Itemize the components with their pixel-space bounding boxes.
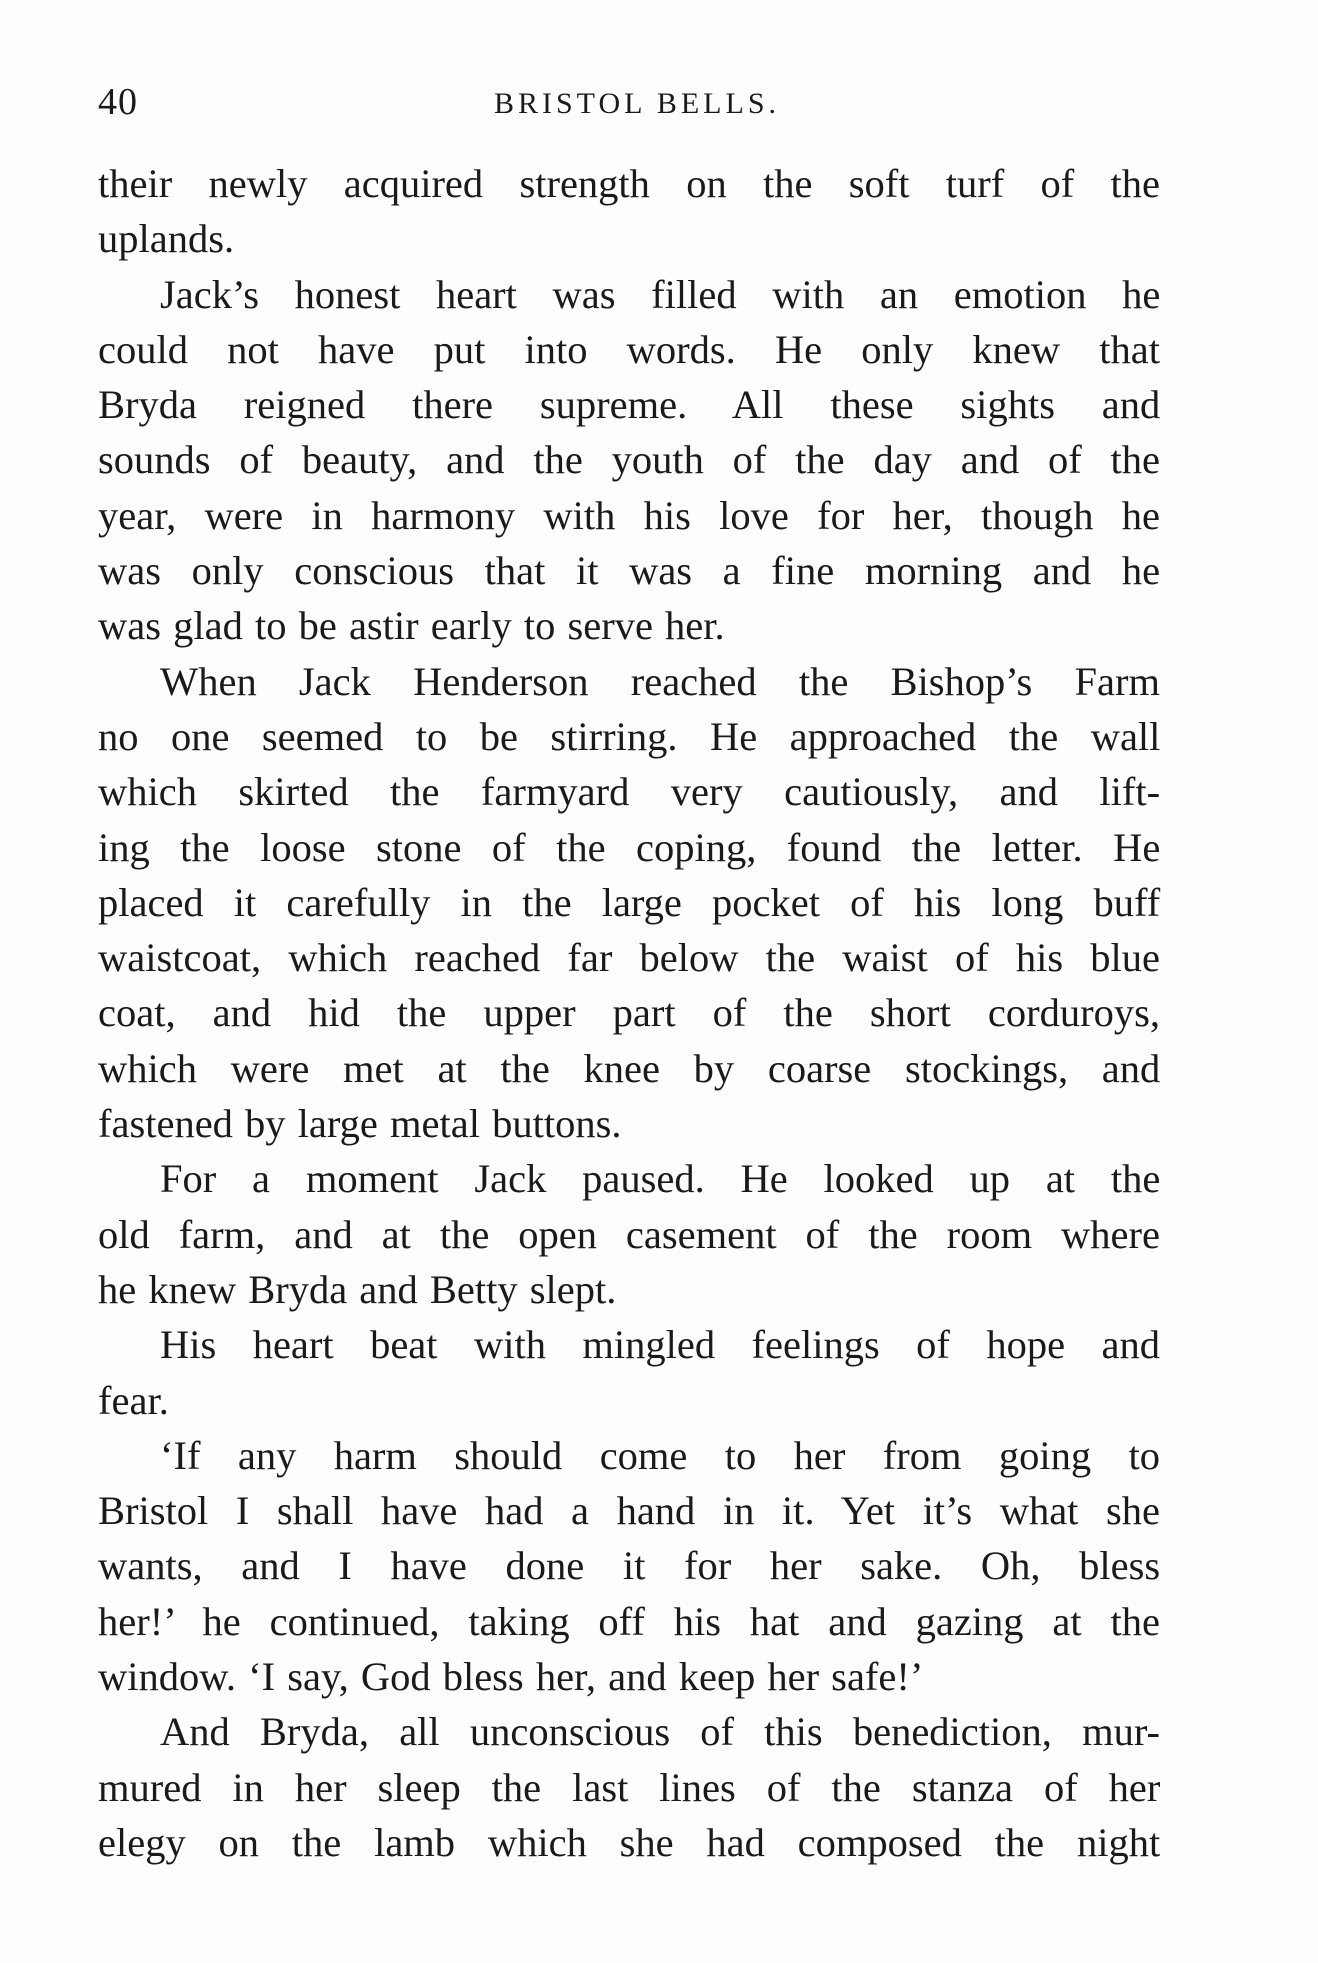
text-line: coat, and hid the upper part of the short corduroys, [98,990,1160,1036]
text-line: Bristol I shall have had a hand in it. Yet it’s what she [98,1488,1160,1534]
body-text [98,156,1160,1870]
text-line: fear. [98,1377,169,1423]
text-line: mured in her sleep the last lines of the stanza of her [98,1764,1161,1810]
text-line: Bryda reigned there supreme. All these sights and [98,382,1161,428]
text-line: wants, and I have done it for her sake. Oh, bless [98,1543,1161,1589]
text-line: which were met at the knee by coarse stockings, and [98,1045,1161,1091]
text-line: no one seemed to be stirring. He approached the wall [98,713,1161,759]
text-line: When Jack Henderson reached the Bishop’s Farm [160,658,1160,704]
text-line: could not have put into words. He only knew that [98,326,1160,372]
running-title: BRISTOL BELLS. [493,87,781,120]
text-line: elegy on the lamb which she had composed the night [98,1819,1161,1865]
page-number: 40 [98,81,138,123]
paragraph [98,654,1160,1152]
text-line: waistcoat, which reached far below the waist of his blue [98,935,1160,981]
text-line: Jack’s honest heart was filled with an emotion he [160,271,1161,317]
paragraph [98,156,1160,267]
paragraph [98,1151,1160,1317]
paragraph [98,1317,1160,1428]
text-line: he knew Bryda and Betty slept. [98,1266,617,1312]
text-line: ing the loose stone of the coping, found the letter. He [98,824,1161,870]
text-line: was only conscious that it was a fine morning and he [98,548,1161,594]
text-line: was glad to be astir early to serve her. [98,603,725,649]
text-line: fastened by large metal buttons. [98,1101,622,1147]
text-line: For a moment Jack paused. He looked up at the [160,1156,1161,1202]
text-line: old farm, and at the open casement of the room where [98,1211,1160,1257]
paragraph [98,267,1160,654]
text-line: ‘If any harm should come to her from going to [160,1432,1160,1478]
text-line: which skirted the farmyard very cautiously, and lift- [98,769,1161,815]
page-header [98,78,1156,128]
text-line: their newly acquired strength on the soft turf of the [98,161,1160,206]
text-line: uplands. [98,216,235,262]
paragraph [98,1704,1160,1870]
text-line: His heart beat with mingled feelings of hope and [160,1322,1160,1368]
paragraph [98,1428,1160,1704]
text-line: window. ‘I say, God bless her, and keep her safe!’ [98,1654,924,1700]
text-line: year, were in harmony with his love for her, though he [98,492,1160,538]
text-line: placed it carefully in the large pocket of his long buff [98,879,1161,925]
text-line: her!’ he continued, taking off his hat and gazing at the [98,1598,1160,1644]
text-line: And Bryda, all unconscious of this benediction, mur- [160,1709,1160,1755]
text-line: sounds of beauty, and the youth of the day and of the [98,437,1160,483]
